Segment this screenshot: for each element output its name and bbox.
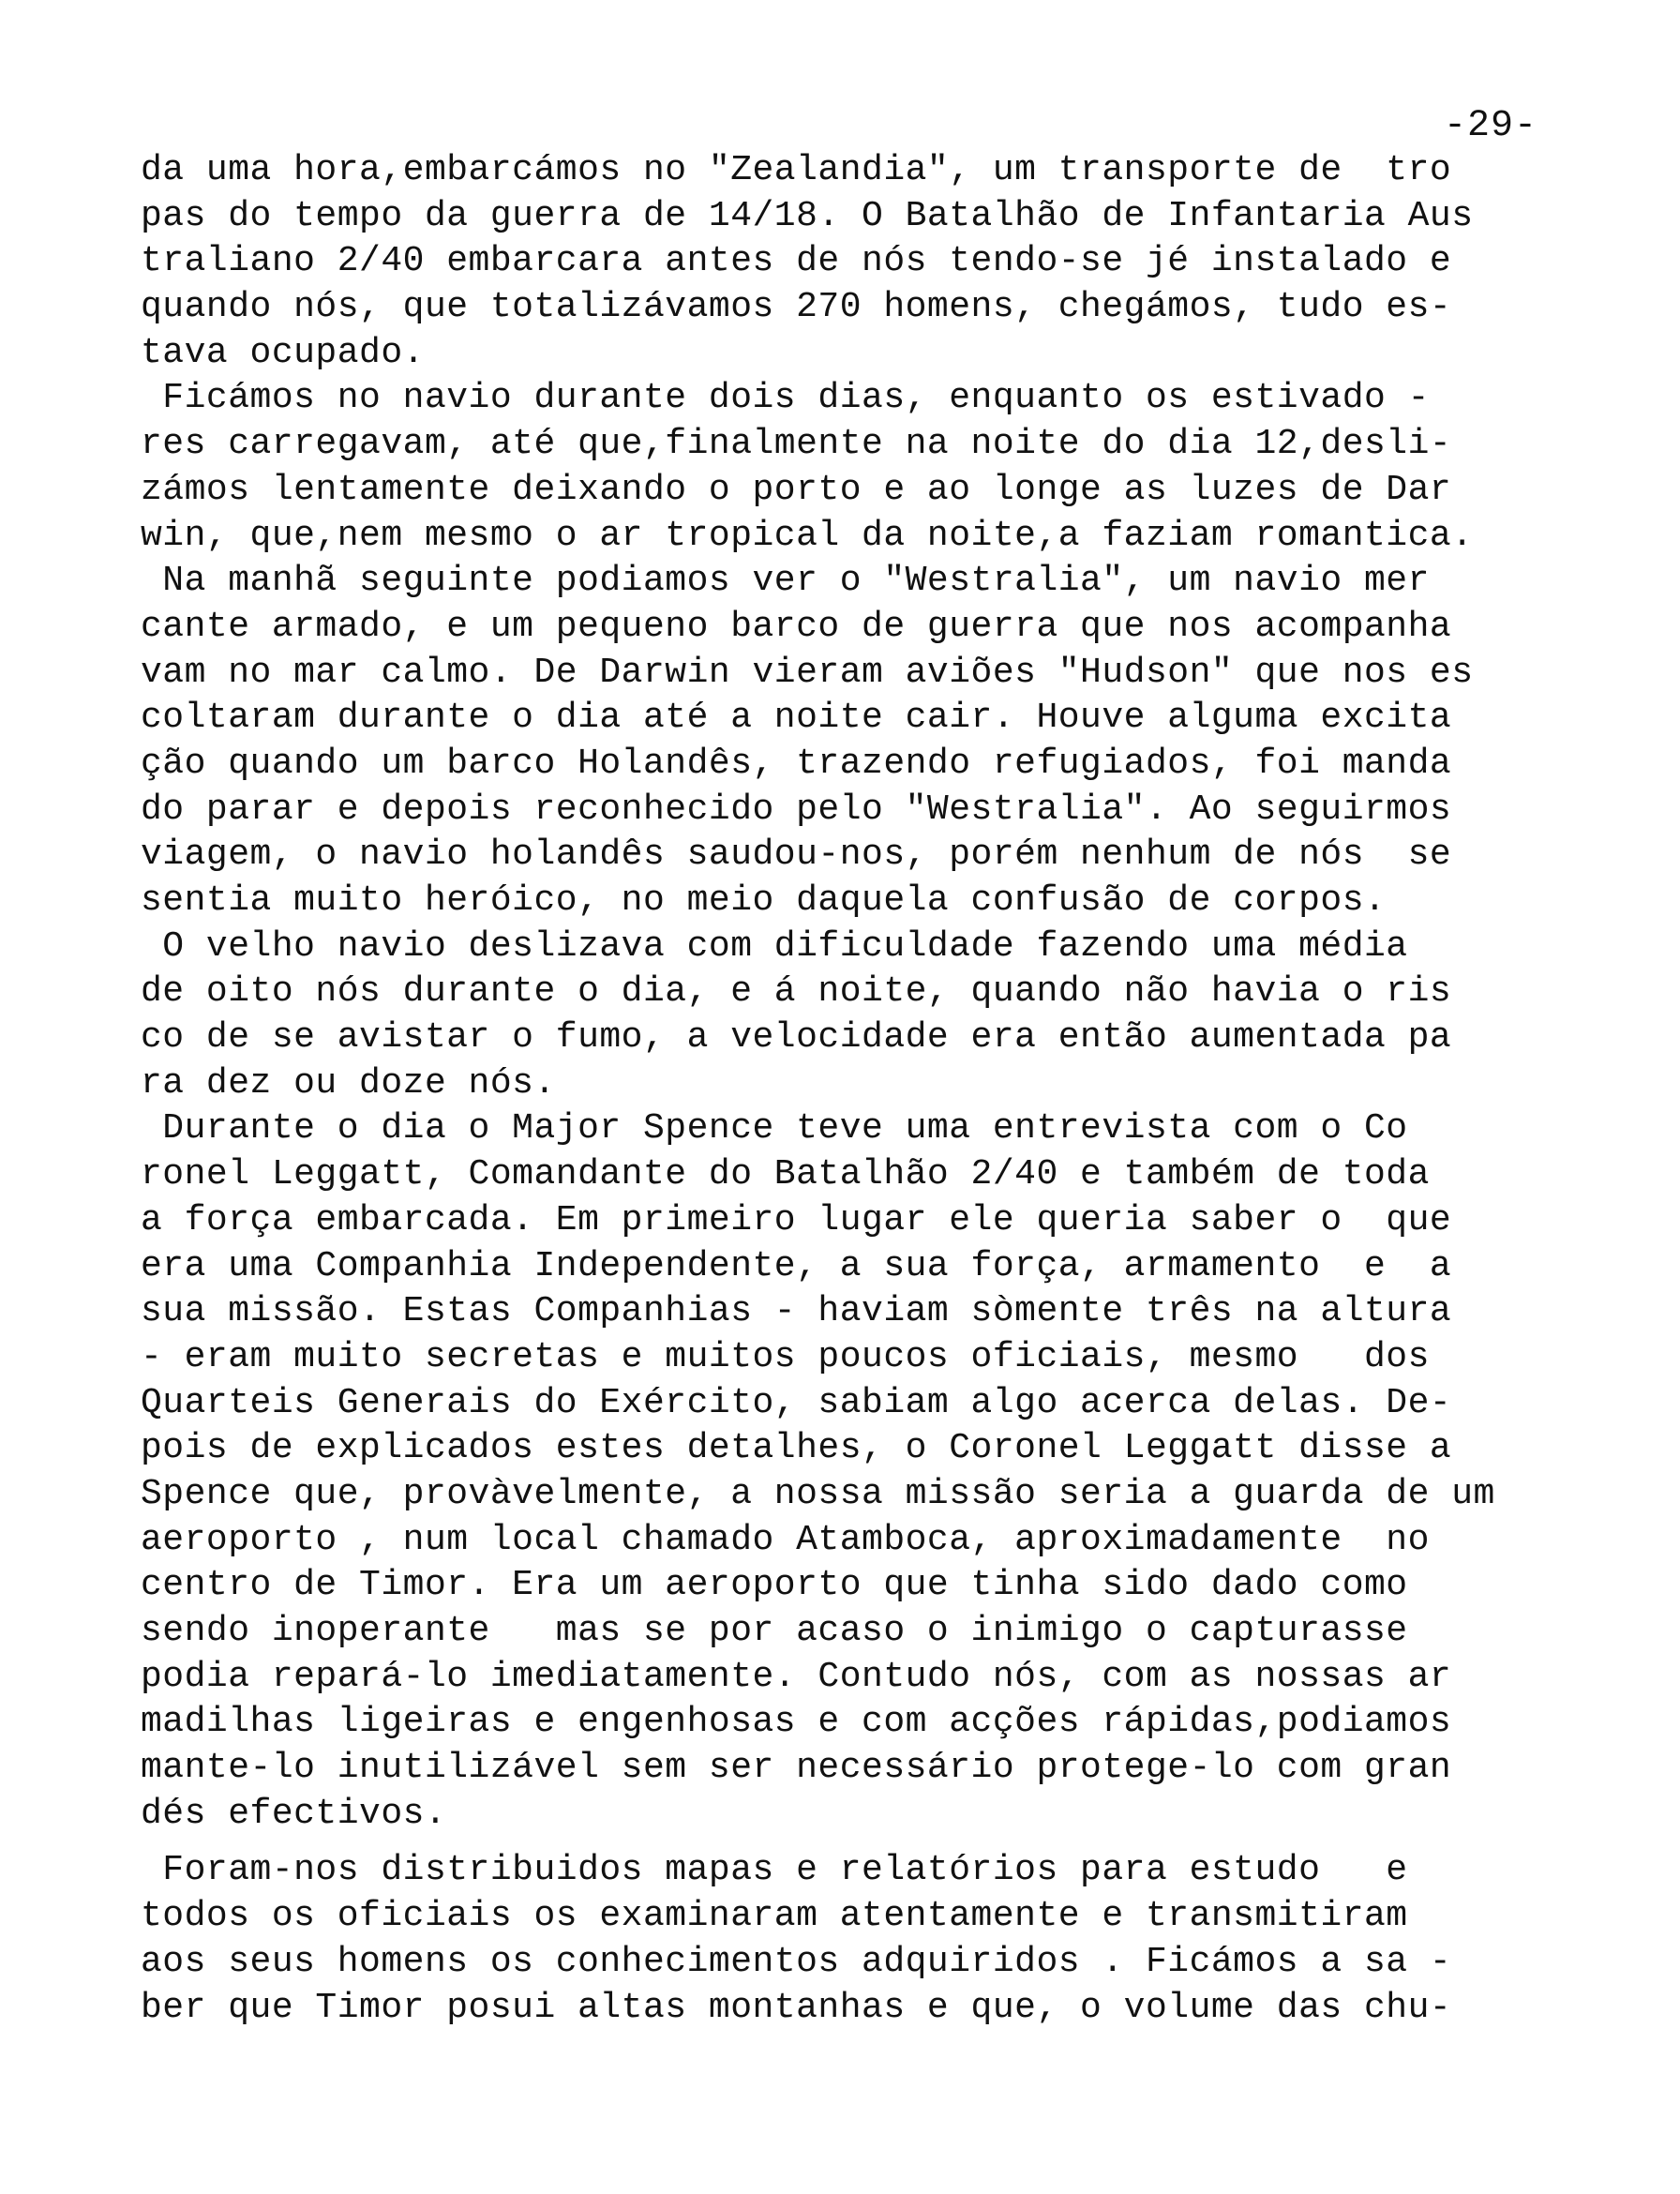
text-line: ronel Leggatt, Comandante do Batalhão 2/40 e também de toda <box>141 1154 1430 1195</box>
text-line: mante-lo inutilizável sem ser necessário protege-lo com gran <box>141 1748 1452 1789</box>
text-line: a força embarcada. Em primeiro lugar ele queria saber o que <box>141 1199 1452 1240</box>
text-line: viagem, o navio holandês saudou-nos, porém nenhum de nós se <box>141 834 1452 876</box>
text-line: do parar e depois reconhecido pelo "Westralia". Ao seguirmos <box>141 789 1452 830</box>
text-line: pas do tempo da guerra de 14/18. O Batalhão de Infantaria Aus <box>141 195 1474 236</box>
text-line: zámos lentamente deixando o porto e ao longe as luzes de Dar <box>141 469 1452 510</box>
text-line: Na manhã seguinte podiamos ver o "Westralia", um navio mer <box>141 561 1430 602</box>
text-line: era uma Companhia Independente, a sua força, armamento e a <box>141 1245 1452 1286</box>
text-line: O velho navio deslizava com dificuldade fazendo uma média <box>141 925 1408 967</box>
text-line: vam no mar calmo. De Darwin vieram aviões "Hudson" que nos es <box>141 652 1474 693</box>
text-line: co de se avistar o fumo, a velocidade era então aumentada pa <box>141 1017 1452 1059</box>
text-line: cante armado, e um pequeno barco de guerra que nos acompanha <box>141 606 1452 647</box>
text-line: tava ocupado. <box>141 332 425 373</box>
text-line: res carregavam, até que,finalmente na noite do dia 12,desli- <box>141 424 1452 465</box>
text-line: centro de Timor. Era um aeroporto que tinha sido dado como <box>141 1565 1408 1606</box>
text-line: ção quando um barco Holandês, trazendo refugiados, foi manda <box>141 743 1452 784</box>
text-line: traliano 2/40 embarcara antes de nós tendo-se jé instalado e <box>141 241 1452 282</box>
text-line: quando nós, que totalizávamos 270 homens, chegámos, tudo es- <box>141 287 1452 328</box>
text-line: Spence que, provàvelmente, a nossa missão seria a guarda de um <box>141 1473 1495 1514</box>
text-line: - eram muito secretas e muitos poucos oficiais, mesmo dos <box>141 1336 1430 1377</box>
body-text <box>141 148 1547 2031</box>
text-line: pois de explicados estes detalhes, o Coronel Leggatt disse a <box>141 1428 1452 1469</box>
text-line: madilhas ligeiras e engenhosas e com acções rápidas,podiamos <box>141 1702 1452 1743</box>
text-line: ra dez ou doze nós. <box>141 1062 556 1104</box>
text-line: aeroporto , num local chamado Atamboca, aproximadamente no <box>141 1519 1430 1560</box>
text-line: sentia muito heróico, no meio daquela confusão de corpos. <box>141 880 1387 921</box>
text-line: Quarteis Generais do Exército, sabiam algo acerca delas. De- <box>141 1382 1452 1423</box>
text-line: sua missão. Estas Companhias - haviam sòmente três na altura <box>141 1291 1452 1332</box>
text-line: Ficámos no navio durante dois dias, enquanto os estivado - <box>141 378 1430 419</box>
text-line: sendo inoperante mas se por acaso o inimigo o capturasse <box>141 1611 1408 1651</box>
page-number: -29- <box>1443 105 1538 147</box>
text-line: ber que Timor posui altas montanhas e que, o volume das chu- <box>141 1987 1452 2028</box>
text-line: da uma hora,embarcámos no "Zealandia", um transporte de tro <box>141 150 1452 190</box>
text-line: Durante o dia o Major Spence teve uma entrevista com o Co <box>141 1108 1408 1150</box>
text-line: podia repará-lo imediatamente. Contudo nós, com as nossas ar <box>141 1656 1452 1697</box>
text-line: win, que,nem mesmo o ar tropical da noite,a faziam romantica. <box>141 515 1474 556</box>
text-line: todos os oficiais os examinaram atentamente e transmitiram <box>141 1896 1408 1937</box>
text-line: dés efectivos. <box>141 1793 447 1834</box>
text-line: de oito nós durante o dia, e á noite, quando não havia o ris <box>141 971 1452 1013</box>
text-line: coltaram durante o dia até a noite cair. Houve alguma excita <box>141 698 1452 739</box>
text-line: aos seus homens os conhecimentos adquiridos . Ficámos a sa - <box>141 1941 1452 1982</box>
text-line: Foram-nos distribuidos mapas e relatórios para estudo e <box>141 1850 1408 1891</box>
